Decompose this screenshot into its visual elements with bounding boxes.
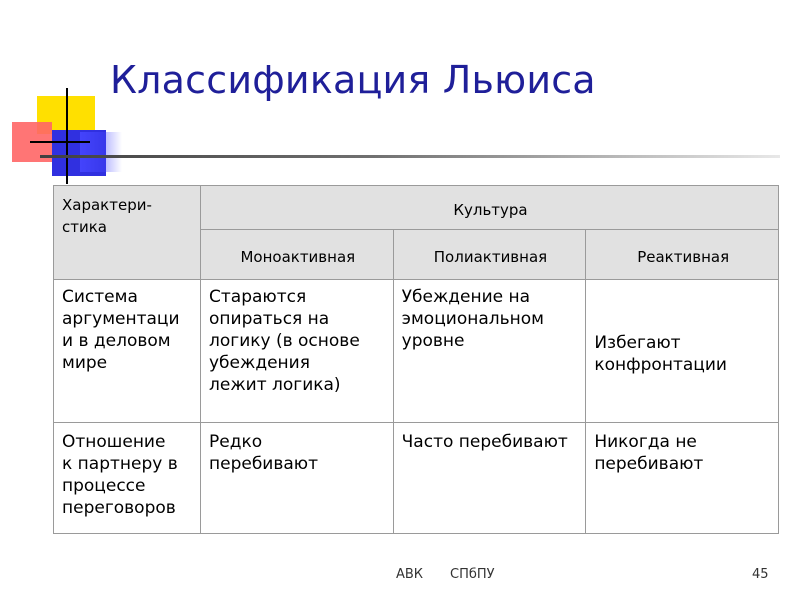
header-characteristic: Характери- стика [54,186,201,280]
blue-gradient-square [80,132,122,172]
row-label: Система аргументаци и в деловом мире [54,280,201,423]
header-reactive: Реактивная [586,230,779,280]
footer-organization: СПбПУ [450,567,495,582]
vertical-line [66,88,68,184]
footer-author: АВК [396,567,424,582]
cell-reactive: Никогда не перебивают [586,423,779,534]
cell-monoactive: Редко перебивают [201,423,394,534]
short-horizontal-line [30,141,90,143]
row-label: Отношение к партнеру в процессе переговоров [54,423,201,534]
header-monoactive: Моноактивная [201,230,394,280]
cell-monoactive: Стараются опираться на логику (в основе убеждения лежит логика) [201,280,394,423]
table-row [54,280,779,423]
header-culture: Культура [201,186,779,230]
title-underline [40,155,780,158]
cell-polyactive: Часто перебивают [393,423,586,534]
lewis-classification-table [53,185,779,534]
table-header-row [54,186,779,230]
cell-reactive: Избегают конфронтации [586,280,779,423]
header-polyactive: Полиактивная [393,230,586,280]
slide-title: Классификация Льюиса [110,58,596,102]
cell-polyactive: Убеждение на эмоциональном уровне [393,280,586,423]
table-row [54,423,779,534]
page-number: 45 [752,567,769,582]
